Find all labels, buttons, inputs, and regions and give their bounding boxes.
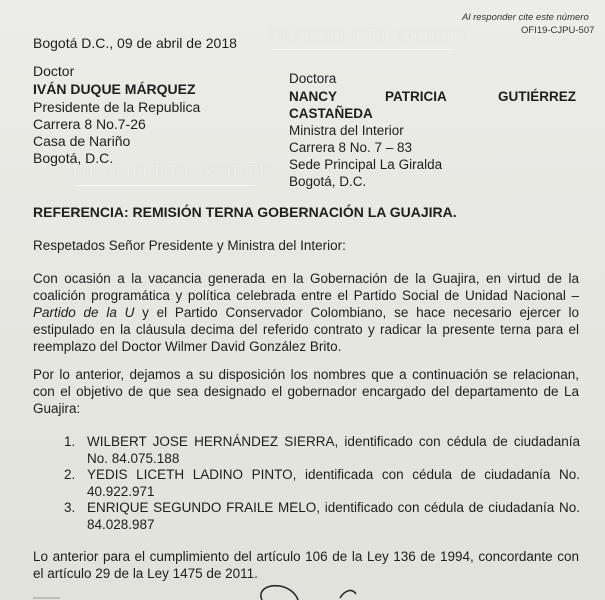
watermark-middle: DIARIO DEL NORTE bbox=[72, 161, 272, 183]
watermark-top: DIARIO DEL NORTE bbox=[269, 25, 469, 47]
place-date: Bogotá D.C., 09 de abril de 2018 bbox=[33, 35, 237, 51]
paragraph-vacancy-line-1: Con ocasión a la vacancia generada en la Gobernación de la Guajira, en virtud de la bbox=[33, 271, 579, 286]
list-item-number: 1. bbox=[64, 434, 76, 449]
recipient-right-address: Carrera 8 No. 7 – 83 bbox=[289, 140, 413, 155]
paragraph-names-line-1: Por lo anterior, dejamos a su disposición los nombres que a continuación se relacionan, bbox=[33, 367, 579, 382]
paragraph-vacancy-line-4: estipulado en la cláusula decima del referido contrato y radicar la presente terna para el bbox=[33, 322, 579, 337]
recipient-left-name: IVÁN DUQUE MÁRQUEZ bbox=[33, 81, 196, 97]
recipient-left-title: Doctor bbox=[33, 63, 75, 79]
salutation: Respetados Señor Presidente y Ministra del Interior: bbox=[33, 238, 346, 253]
reply-note: Al responder cite este número bbox=[462, 12, 589, 23]
list-item-line-1: ENRIQUE SEGUNDO FRAILE MELO, identificado con cédula de ciudadanía No. bbox=[87, 500, 580, 515]
recipient-right-role: Ministra del Interior bbox=[289, 123, 404, 138]
list-item-line-1: WILBERT JOSE HERNÁNDEZ SIERRA, identificado con cédula de ciudadanía bbox=[87, 434, 580, 449]
recipient-right-name-1: NANCY bbox=[289, 89, 338, 104]
party-name-italic: Partido de la U bbox=[33, 305, 135, 320]
list-item-number: 3. bbox=[64, 500, 76, 515]
recipient-right-title: Doctora bbox=[289, 71, 337, 86]
reply-code: OFI19-CJPU-507 bbox=[521, 25, 595, 36]
list-item-line-2: 84.028.987 bbox=[87, 517, 155, 532]
recipient-right-name-4: CASTAÑEDA bbox=[289, 106, 373, 121]
paragraph-closing-line-1: Lo anterior para el cumplimiento del artículo 106 de la Ley 136 de 1994, concordante con bbox=[33, 549, 579, 564]
recipient-right-building: Sede Principal La Giralda bbox=[289, 157, 443, 172]
paragraph-vacancy-line-5: reemplazo del Doctor Wilmer David González Brito. bbox=[33, 339, 342, 354]
recipient-left-city: Bogotá, D.C. bbox=[33, 150, 114, 166]
reference-line: REFERENCIA: REMISIÓN TERNA GOBERNACIÓN LA GUAJIRA. bbox=[33, 204, 457, 220]
list-item-line-1: YEDIS LICETH LADINO PINTO, identificada con cédula de ciudadanía No. bbox=[87, 467, 580, 482]
paragraph-vacancy-line-2: coalición programática y política celebrada entre el Partido Social de Unidad Nacional – bbox=[33, 288, 579, 303]
list-item-line-2: No. 84.075.188 bbox=[87, 451, 180, 466]
recipient-left-address: Carrera 8 No.7-26 bbox=[33, 116, 146, 132]
paragraph-vacancy-line-3-rest: y el Partido Conservador Colombiano, se hace necesario ejercer lo bbox=[134, 305, 579, 320]
paragraph-closing-line-2: el artículo 29 de la Ley 1475 de 2011. bbox=[33, 566, 258, 581]
recipient-left-building: Casa de Nariño bbox=[33, 133, 131, 149]
list-item-line-2: 40.922.971 bbox=[87, 484, 155, 499]
paragraph-names-line-3: Guajira: bbox=[33, 401, 81, 416]
recipient-right-name-2: PATRICIA bbox=[385, 89, 447, 104]
list-item-number: 2. bbox=[64, 467, 76, 482]
recipient-right-name-3: GUTIÉRREZ bbox=[498, 89, 577, 104]
paragraph-names-line-2: con el objetivo de que sea designado el gobernador encargado del departamento de La bbox=[33, 384, 579, 399]
recipient-left-role: Presidente de la Republica bbox=[33, 99, 201, 115]
recipient-right-city: Bogotá, D.C. bbox=[289, 174, 367, 189]
